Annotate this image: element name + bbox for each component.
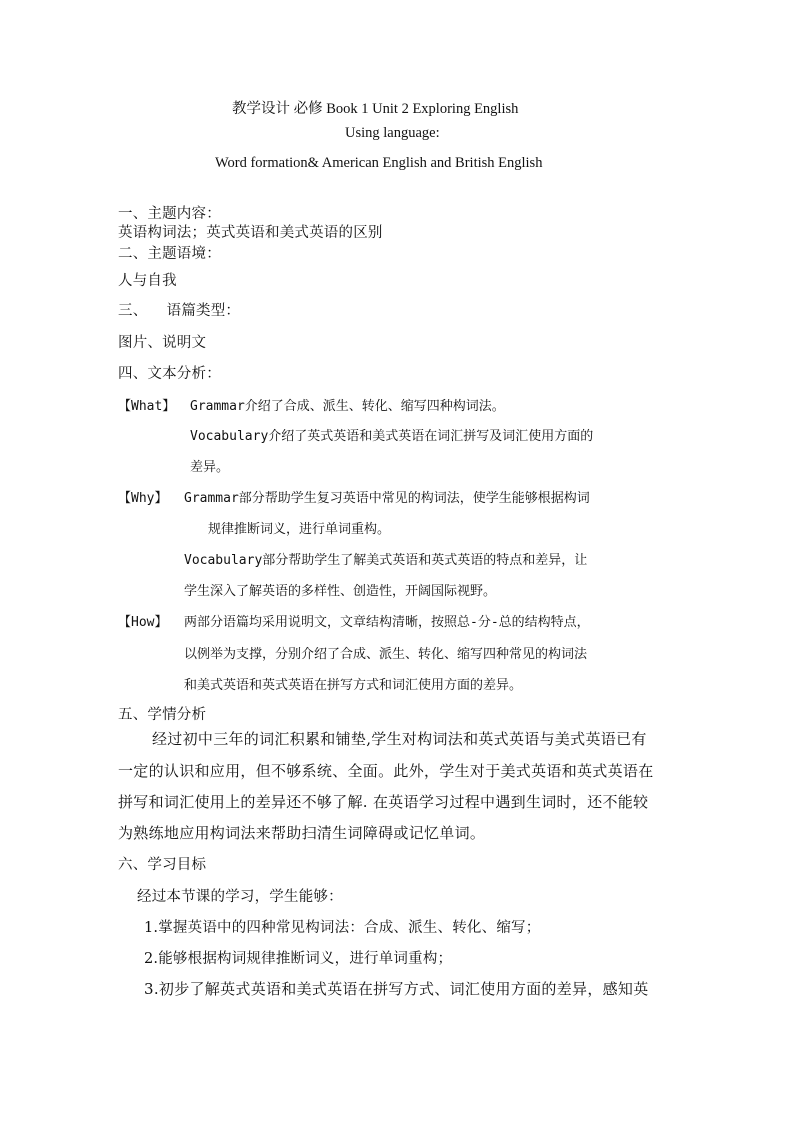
why-line-3: Vocabulary部分帮助学生了解美式英语和英式英语的特点和差异，让 — [184, 553, 588, 568]
why-line-2: 规律推断词义，进行单词重构。 — [208, 522, 391, 537]
section-5-line-2: 一定的认识和应用，但不够系统、全面。此外，学生对于美式英语和英式英语在 — [118, 762, 654, 780]
how-line-2: 以例举为支撑，分别介绍了合成、派生、转化、缩写四种常见的构词法 — [184, 647, 588, 662]
section-5-heading: 五、学情分析 — [118, 707, 207, 723]
header-title: 教学设计 必修 Book 1 Unit 2 Exploring English — [232, 101, 519, 117]
section-6-intro: 经过本节课的学习，学生能够： — [137, 889, 343, 905]
section-4-heading: 四、文本分析： — [118, 366, 221, 382]
goal-2: 2.能够根据构词规律推断词义，进行单词重构； — [144, 951, 453, 967]
why-line-1: Grammar部分帮助学生复习英语中常见的构词法，使学生能够根据构词 — [184, 491, 590, 506]
section-3-heading: 三、 语篇类型： — [118, 303, 241, 319]
how-line-1: 两部分语篇均采用说明文，文章结构清晰，按照总-分-总的结构特点， — [184, 615, 590, 630]
section-2-heading: 二、主题语境： — [118, 246, 221, 262]
how-line-3: 和美式英语和英式英语在拼写方式和词汇使用方面的差异。 — [184, 678, 523, 693]
section-5-line-3: 拼写和词汇使用上的差异还不够了解. 在英语学习过程中遇到生词时，还不能较 — [118, 793, 649, 811]
what-line-2: Vocabulary介绍了英式英语和美式英语在词汇拼写及词汇使用方面的 — [190, 429, 594, 444]
header-subtitle: Using language: — [345, 125, 440, 141]
section-2-body: 人与自我 — [118, 273, 177, 289]
section-5-line-4: 为熟练地应用构词法来帮助扫清生词障碍或记忆单词。 — [118, 824, 486, 842]
section-1-body: 英语构词法；英式英语和美式英语的区别 — [118, 225, 383, 241]
goal-3: 3.初步了解英式英语和美式英语在拼写方式、词汇使用方面的差异，感知英 — [144, 980, 649, 998]
what-tag: 【What】 — [118, 399, 176, 414]
why-line-4: 学生深入了解英语的多样性、创造性，开阔国际视野。 — [184, 584, 497, 599]
why-tag: 【Why】 — [118, 491, 168, 506]
section-1-heading: 一、主题内容： — [118, 206, 221, 222]
how-tag: 【How】 — [118, 615, 168, 630]
what-line-3: 差异。 — [190, 460, 230, 475]
section-5-line-1: 经过初中三年的词汇积累和铺垫,学生对构词法和英式英语与美式英语已有 — [152, 730, 647, 748]
section-6-heading: 六、学习目标 — [118, 857, 207, 873]
header-topic: Word formation& American English and British English — [215, 155, 543, 171]
goal-1: 1.掌握英语中的四种常见构词法：合成、派生、转化、缩写； — [144, 920, 541, 936]
what-line-1: Grammar介绍了合成、派生、转化、缩写四种构词法。 — [190, 399, 505, 414]
section-3-body: 图片、说明文 — [118, 335, 207, 351]
